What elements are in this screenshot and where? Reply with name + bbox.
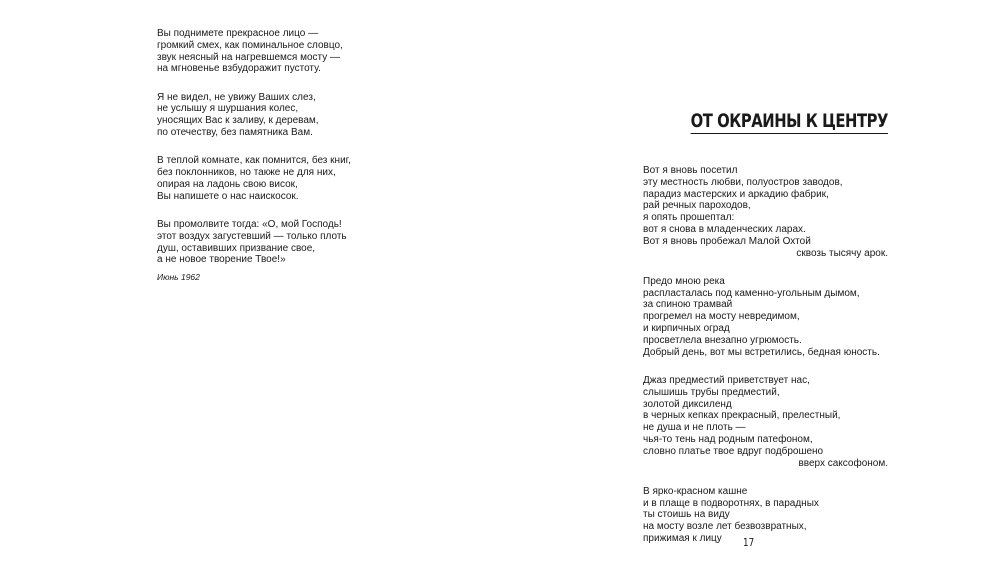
poem-line: на мгновенье взбудоражит пустоту. [157, 63, 321, 75]
stanza [643, 486, 888, 545]
poem-right [643, 165, 888, 545]
poem-line-indented: сквозь тысячу арок. [796, 247, 888, 259]
poem-line: в черных кепках прекрасный, прелестный, [643, 410, 841, 422]
stanza [157, 155, 477, 202]
poem-line: уносящих Вас к заливу, к деревам, [157, 115, 319, 127]
poem-line: прогремел на мосту невредимом, [643, 311, 800, 323]
poem-line: на мосту возле лет безвозвратных, [643, 521, 807, 533]
poem-line: звук неясный на нагревшемся мосту — [157, 51, 340, 63]
poem-line: Вот я вновь пробежал Малой Охтой [643, 235, 811, 247]
poem-line: а не новое творение Твое!» [157, 254, 286, 266]
poem-line: рай речных пароходов, [643, 200, 751, 212]
poem-line: Вы напишете о нас наискосок. [157, 190, 299, 202]
poem-date: Июнь 1962 [157, 272, 200, 283]
poem-line: просветлела внезапно угрюмость. [643, 334, 802, 346]
poem-line: распласталась под каменно-угольным дымом, [643, 287, 860, 299]
poem-line: Вы поднимете прекрасное лицо — [157, 28, 319, 39]
stanza [643, 165, 888, 259]
poem-line: золотой диксиленд [643, 398, 732, 410]
poem-line: Добрый день, вот мы встретились, бедная юность. [643, 346, 880, 358]
poem-line: вот я снова в младенческих ларах. [643, 223, 806, 235]
stanza [157, 28, 477, 75]
poem-line: ты стоишь на виду [643, 509, 730, 521]
poem-line: не услышу я шуршания колес, [157, 103, 299, 115]
poem-line: Вы промолвите тогда: «О, мой Господь! [157, 219, 342, 231]
poem-line: чья-то тень над родным патефоном, [643, 433, 813, 445]
poem-line: без поклонников, но также не для них, [157, 167, 336, 179]
poem-line: громкий смех, как поминальное словцо, [157, 39, 343, 51]
poem-line: эту местность любви, полуостров заводов, [643, 176, 843, 188]
poem-line-indented: вверх саксофоном. [798, 457, 888, 469]
stanza [643, 375, 888, 469]
poem-line: В ярко-красном кашне [643, 485, 748, 497]
poem-line: Джаз предместий приветствует нас, [643, 374, 810, 386]
poem-line: и в плаще в подворотнях, в парадных [643, 497, 819, 509]
poem-line: прижимая к лицу [643, 533, 722, 545]
poem-line: за спиною трамвай [643, 299, 733, 311]
stanza [157, 219, 477, 266]
poem-left [157, 28, 477, 283]
poem-line: Предо мною река [643, 275, 725, 287]
poem-title: ОТ ОКРАИНЫ К ЦЕНТРУ [690, 110, 888, 132]
poem-line: В теплой комнате, как помнится, без книг, [157, 155, 351, 167]
poem-line: слышишь трубы предместий, [643, 386, 780, 398]
poem-line: этот воздух загустевший — только плоть [157, 230, 347, 242]
poem-line: парадиз мастерских и аркадию фабрик, [643, 188, 829, 200]
poem-line: не душа и не плоть — [643, 422, 746, 434]
poem-line: я опять прошептал: [643, 212, 735, 224]
poem-line: Вот я вновь посетил [643, 165, 738, 176]
poem-line: душ, оставивших призвание свое, [157, 242, 316, 254]
poem-line: словно платье твое вдруг подброшено [643, 445, 824, 457]
poem-line: Я не видел, не увижу Ваших слез, [157, 91, 316, 103]
poem-line: и кирпичных оград [643, 323, 730, 335]
poem-line: по отечеству, без памятника Вам. [157, 127, 313, 139]
stanza [643, 276, 888, 359]
stanza [157, 92, 477, 139]
poem-line: опирая на ладонь свою висок, [157, 178, 298, 190]
page-number: 17 [743, 536, 755, 549]
